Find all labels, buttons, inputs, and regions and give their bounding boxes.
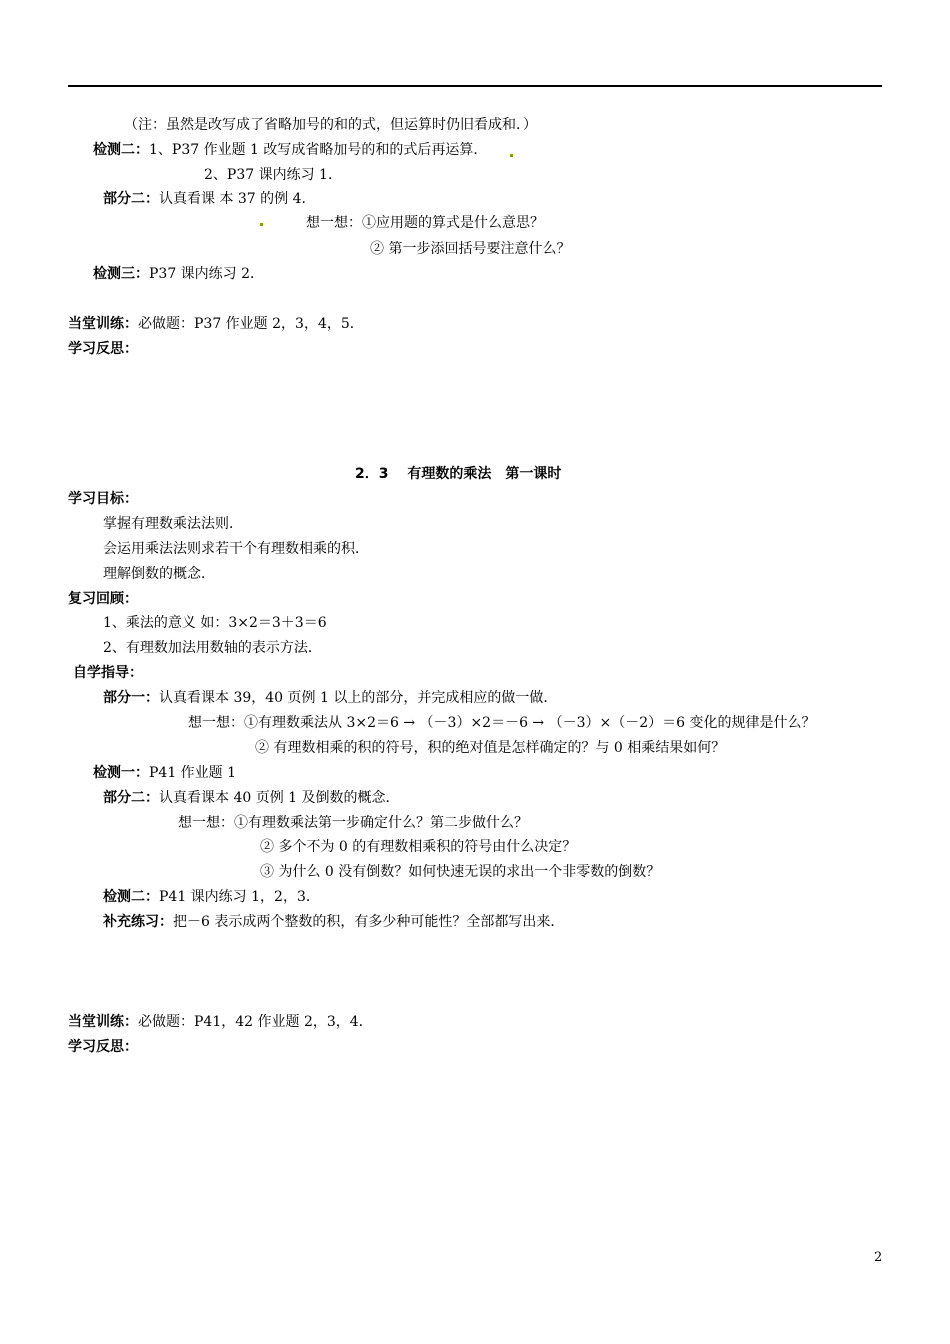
- reflection-label: 学习反思：: [68, 341, 138, 357]
- part2-line: [103, 190, 316, 208]
- review-label: 复习回顾：: [68, 591, 138, 607]
- part1-label: 部分一：: [103, 690, 159, 706]
- check2b-label: 检测二：: [103, 889, 159, 905]
- training-line: [68, 315, 364, 333]
- check3-line: [93, 265, 264, 283]
- think-line-1: 想一想：①应用题的算式是什么意思？: [306, 215, 544, 231]
- part1-line: [103, 689, 557, 707]
- page-number: 2: [874, 1250, 883, 1265]
- stray-mark: [510, 154, 513, 157]
- training-text: 必做题：P37 作业题 2，3，4，5．: [138, 316, 364, 332]
- check2-item2: 2、P37 课内练习 1．: [204, 167, 342, 183]
- part1-text: 认真看课本 39，40 页例 1 以上的部分，并完成相应的做一做．: [159, 690, 558, 706]
- check3-text: P37 课内练习 2．: [149, 266, 265, 282]
- extra-text: 把－6 表示成两个整数的积，有多少种可能性？全部都写出来．: [173, 914, 565, 930]
- part2-line: [103, 789, 400, 807]
- part2-think-2: ② 多个不为 0 的有理数相乘积的符号由什么决定？: [260, 839, 577, 855]
- think-line-2: ② 第一步添回括号要注意什么？: [370, 241, 571, 257]
- goal-item: 掌握有理数乘法法则．: [103, 516, 243, 532]
- part2-think-1: 想一想：①有理数乘法第一步确定什么？第二步做什么？: [178, 815, 528, 831]
- check2b-line: [103, 888, 320, 906]
- check1-line: [93, 764, 236, 782]
- check3-label: 检测三：: [93, 266, 149, 282]
- check1-label: 检测一：: [93, 765, 149, 781]
- goals-label: 学习目标：: [68, 491, 138, 507]
- training2-line: [68, 1013, 373, 1031]
- goal-item: 理解倒数的概念．: [103, 566, 215, 582]
- check1-text: P41 作业题 1: [149, 765, 237, 781]
- check2b-text: P41 课内练习 1，2，3．: [159, 889, 320, 905]
- part1-think-1: 想一想：①有理数乘法从 3×2＝6 → （－3）×2＝－6 → （－3）×（－2）＝6 变化的规律是什么？: [188, 715, 816, 731]
- part2-think-3: ③ 为什么 0 没有倒数？如何快速无误的求出一个非零数的倒数？: [260, 864, 661, 880]
- header-rule: [68, 85, 882, 87]
- goal-item: 会运用乘法法则求若干个有理数相乘的积．: [103, 541, 369, 557]
- review-item: 2、有理数加法用数轴的表示方法．: [103, 640, 322, 656]
- check2-text: 1、P37 作业题 1 改写成省略加号的和的式后再运算．: [149, 142, 488, 158]
- part2-text: 认真看课本 40 页例 1 及倒数的概念．: [159, 790, 400, 806]
- extra-label: 补充练习：: [103, 914, 173, 930]
- guide-label: 自学指导：: [73, 665, 143, 681]
- extra-line: [103, 913, 564, 931]
- training2-text: 必做题：P41，42 作业题 2，3，4．: [138, 1014, 373, 1030]
- training-label: 当堂训练：: [68, 316, 138, 332]
- note-text: （注：虽然是改写成了省略加号的和的式，但运算时仍旧看成和．）: [124, 117, 537, 133]
- check2-line: [93, 141, 487, 159]
- section-title: 2．3 有理数的乘法 第一课时: [355, 466, 562, 482]
- part2-text: 认真看课 本 37 的例 4．: [159, 191, 316, 207]
- part2-label: 部分二：: [103, 790, 159, 806]
- stray-mark: [260, 223, 263, 226]
- training2-label: 当堂训练：: [68, 1014, 138, 1030]
- reflection2-label: 学习反思：: [68, 1039, 138, 1055]
- part1-think-2: ② 有理数相乘的积的符号，积的绝对值是怎样确定的？与 0 相乘结果如何？: [255, 740, 726, 756]
- review-item: 1、乘法的意义 如：3×2＝3＋3＝6: [103, 615, 327, 631]
- part2-label: 部分二：: [103, 191, 159, 207]
- check2-label: 检测二：: [93, 142, 149, 158]
